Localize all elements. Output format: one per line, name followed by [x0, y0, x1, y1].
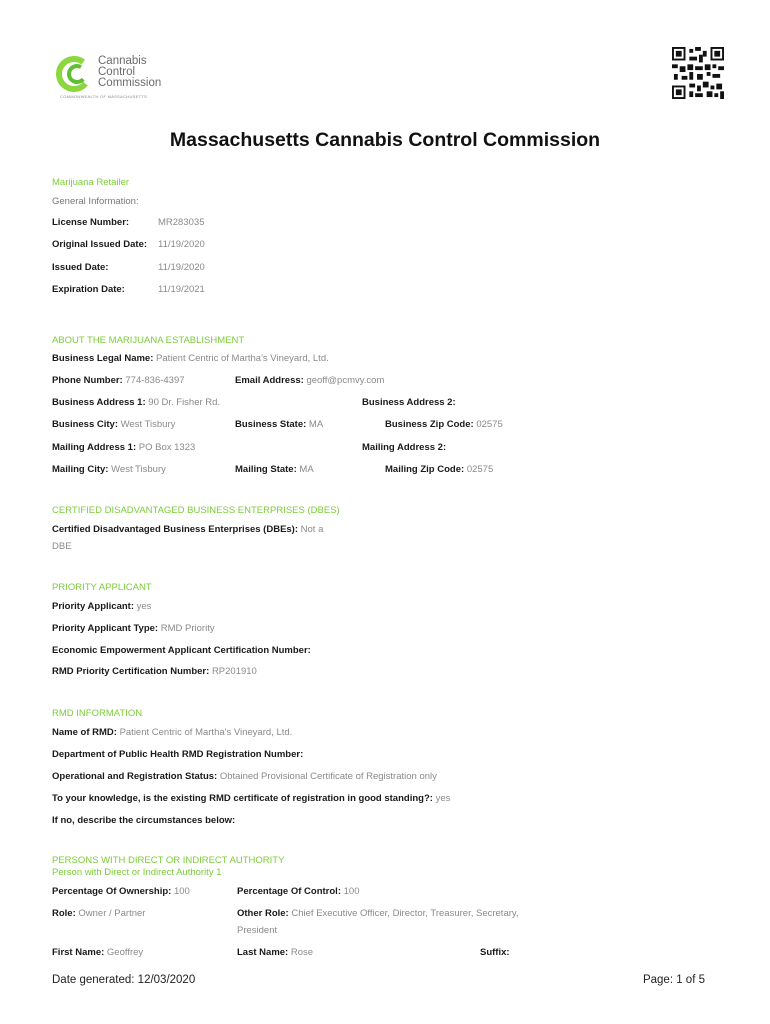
- dbe-row: [52, 524, 323, 535]
- suffix-row: [480, 947, 510, 958]
- suffix-label: Suffix:: [480, 947, 510, 958]
- phone-label: Phone Number:: [52, 375, 123, 386]
- date-generated: Date generated: 12/03/2020: [52, 974, 196, 986]
- rmd-name-label: Name of RMD:: [52, 727, 117, 738]
- dph-label: Department of Public Health RMD Registration Number:: [52, 749, 304, 760]
- logo-line-2: Control: [98, 66, 136, 78]
- status-value: Obtained Provisional Certificate of Registration only: [219, 771, 437, 782]
- city-row: [52, 419, 175, 430]
- priority-applicant-label: Priority Applicant:: [52, 601, 134, 612]
- qr-code-icon: [671, 47, 725, 99]
- cannabis-logo-icon: [56, 56, 96, 96]
- dph-row: [52, 749, 303, 760]
- mail-state-row: [235, 464, 314, 475]
- license-type: Marijuana Retailer: [52, 177, 130, 188]
- first-name-value: Geoffrey: [106, 947, 144, 958]
- dbe-label: Certified Disadvantaged Business Enterprises (DBEs):: [52, 524, 299, 535]
- email-row: [235, 375, 384, 386]
- original-issued-value: 11/19/2020: [158, 239, 205, 250]
- general-info-heading: General Information:: [52, 196, 139, 207]
- email-value: geoff@pcmvy.com: [306, 375, 385, 386]
- logo-line-1: Cannabis: [98, 55, 147, 67]
- issued-date-label: Issued Date:: [52, 262, 109, 273]
- expiration-date-value: 11/19/2021: [158, 284, 205, 295]
- mail-state-label: Mailing State:: [235, 464, 297, 475]
- standing-row: [52, 793, 450, 804]
- rmd-cert-label: RMD Priority Certification Number:: [52, 666, 210, 677]
- circumstances-row: [52, 815, 235, 826]
- mail-zip-row: [385, 464, 493, 475]
- mail2-row: [362, 442, 446, 453]
- cannabis-commission-logo: [56, 52, 186, 100]
- last-name-label: Last Name:: [237, 947, 289, 958]
- control-row: [237, 886, 360, 897]
- status-label: Operational and Registration Status:: [52, 771, 218, 782]
- dbe-value-part2: DBE: [52, 541, 72, 552]
- mail1-label: Mailing Address 1:: [52, 442, 137, 453]
- mail-city-value: West Tisbury: [111, 464, 166, 475]
- other-role-value: Chief Executive Officer, Director, Treasurer, Secretary,: [291, 908, 519, 919]
- expiration-date-label: Expiration Date:: [52, 284, 125, 295]
- email-label: Email Address:: [235, 375, 304, 386]
- license-number-value: MR283035: [158, 217, 205, 228]
- priority-type-label: Priority Applicant Type:: [52, 623, 159, 634]
- page-number: Page: 1 of 5: [642, 974, 705, 986]
- zip-label: Business Zip Code:: [385, 419, 474, 430]
- dbe-heading: CERTIFIED DISADVANTAGED BUSINESS ENTERPRISES (DBES): [52, 505, 340, 516]
- state-label: Business State:: [235, 419, 307, 430]
- ownership-label: Percentage Of Ownership:: [52, 886, 172, 897]
- persons-subheading: Person with Direct or Indirect Authority 1: [52, 867, 222, 878]
- original-issued-label: Original Issued Date:: [52, 239, 148, 250]
- logo-wordmark: [98, 56, 161, 89]
- address2-row: [362, 397, 456, 408]
- zip-row: [385, 419, 503, 430]
- first-name-row: [52, 947, 143, 958]
- other-role-value-line2: President: [237, 925, 278, 936]
- mail-state-value: MA: [299, 464, 314, 475]
- logo-line-3: Commission: [98, 77, 162, 89]
- issued-date-value: 11/19/2020: [158, 262, 205, 273]
- page-title: Massachusetts Cannabis Control Commission: [169, 129, 601, 151]
- persons-heading: PERSONS WITH DIRECT OR INDIRECT AUTHORITY: [52, 855, 285, 866]
- logo-tagline: COMMONWEALTH OF MASSACHUSETTS: [60, 94, 148, 99]
- last-name-value: Rose: [290, 947, 314, 958]
- zip-value: 02575: [476, 419, 503, 430]
- control-value: 100: [343, 886, 360, 897]
- mail-city-row: [52, 464, 166, 475]
- ee-cert-label: Economic Empowerment Applicant Certification Number:: [52, 645, 311, 656]
- ee-cert-row: [52, 645, 311, 656]
- first-name-label: First Name:: [52, 947, 105, 958]
- ownership-value: 100: [173, 886, 190, 897]
- dbe-value-part1: Not a: [300, 524, 324, 535]
- standing-label: To your knowledge, is the existing RMD certificate of registration in good standing?:: [52, 793, 433, 804]
- circumstances-label: If no, describe the circumstances below:: [52, 815, 236, 826]
- last-name-row: [237, 947, 313, 958]
- role-label: Role:: [52, 908, 76, 919]
- other-role-row: [237, 908, 519, 919]
- license-number-label: License Number:: [52, 217, 130, 228]
- mail-zip-value: 02575: [466, 464, 494, 475]
- state-value: MA: [308, 419, 324, 430]
- city-label: Business City:: [52, 419, 118, 430]
- mail1-row: [52, 442, 195, 453]
- rmd-name-row: [52, 727, 292, 738]
- standing-value: yes: [435, 793, 451, 804]
- phone-value: 774-836-4397: [125, 375, 185, 386]
- rmd-heading: RMD INFORMATION: [52, 708, 143, 719]
- legal-name-row: [52, 353, 329, 364]
- rmd-name-value: Patient Centric of Martha's Vineyard, Ltd.: [119, 727, 293, 738]
- status-row: [52, 771, 437, 782]
- establishment-heading: ABOUT THE MARIJUANA ESTABLISHMENT: [52, 335, 245, 346]
- priority-type-value: RMD Priority: [160, 623, 215, 634]
- mail-city-label: Mailing City:: [52, 464, 109, 475]
- mail2-label: Mailing Address 2:: [362, 442, 447, 453]
- priority-heading: PRIORITY APPLICANT: [52, 582, 152, 593]
- role-row: [52, 908, 145, 919]
- legal-name-label: Business Legal Name:: [52, 353, 154, 364]
- address2-label: Business Address 2:: [362, 397, 456, 408]
- other-role-label: Other Role:: [237, 908, 289, 919]
- ownership-row: [52, 886, 190, 897]
- rmd-cert-value: RP201910: [211, 666, 257, 677]
- priority-type-row: [52, 623, 215, 634]
- role-value: Owner / Partner: [78, 908, 146, 919]
- rmd-cert-row: [52, 666, 257, 677]
- priority-applicant-value: yes: [136, 601, 152, 612]
- address1-row: [52, 397, 220, 408]
- control-label: Percentage Of Control:: [237, 886, 341, 897]
- state-row: [235, 419, 323, 430]
- address1-label: Business Address 1:: [52, 397, 146, 408]
- priority-applicant-row: [52, 601, 151, 612]
- city-value: West Tisbury: [120, 419, 176, 430]
- legal-name-value: Patient Centric of Martha's Vineyard, Ltd.: [156, 353, 329, 364]
- mail-zip-label: Mailing Zip Code:: [385, 464, 465, 475]
- phone-row: [52, 375, 185, 386]
- mail1-value: PO Box 1323: [138, 442, 196, 453]
- address1-value: 90 Dr. Fisher Rd.: [148, 397, 221, 408]
